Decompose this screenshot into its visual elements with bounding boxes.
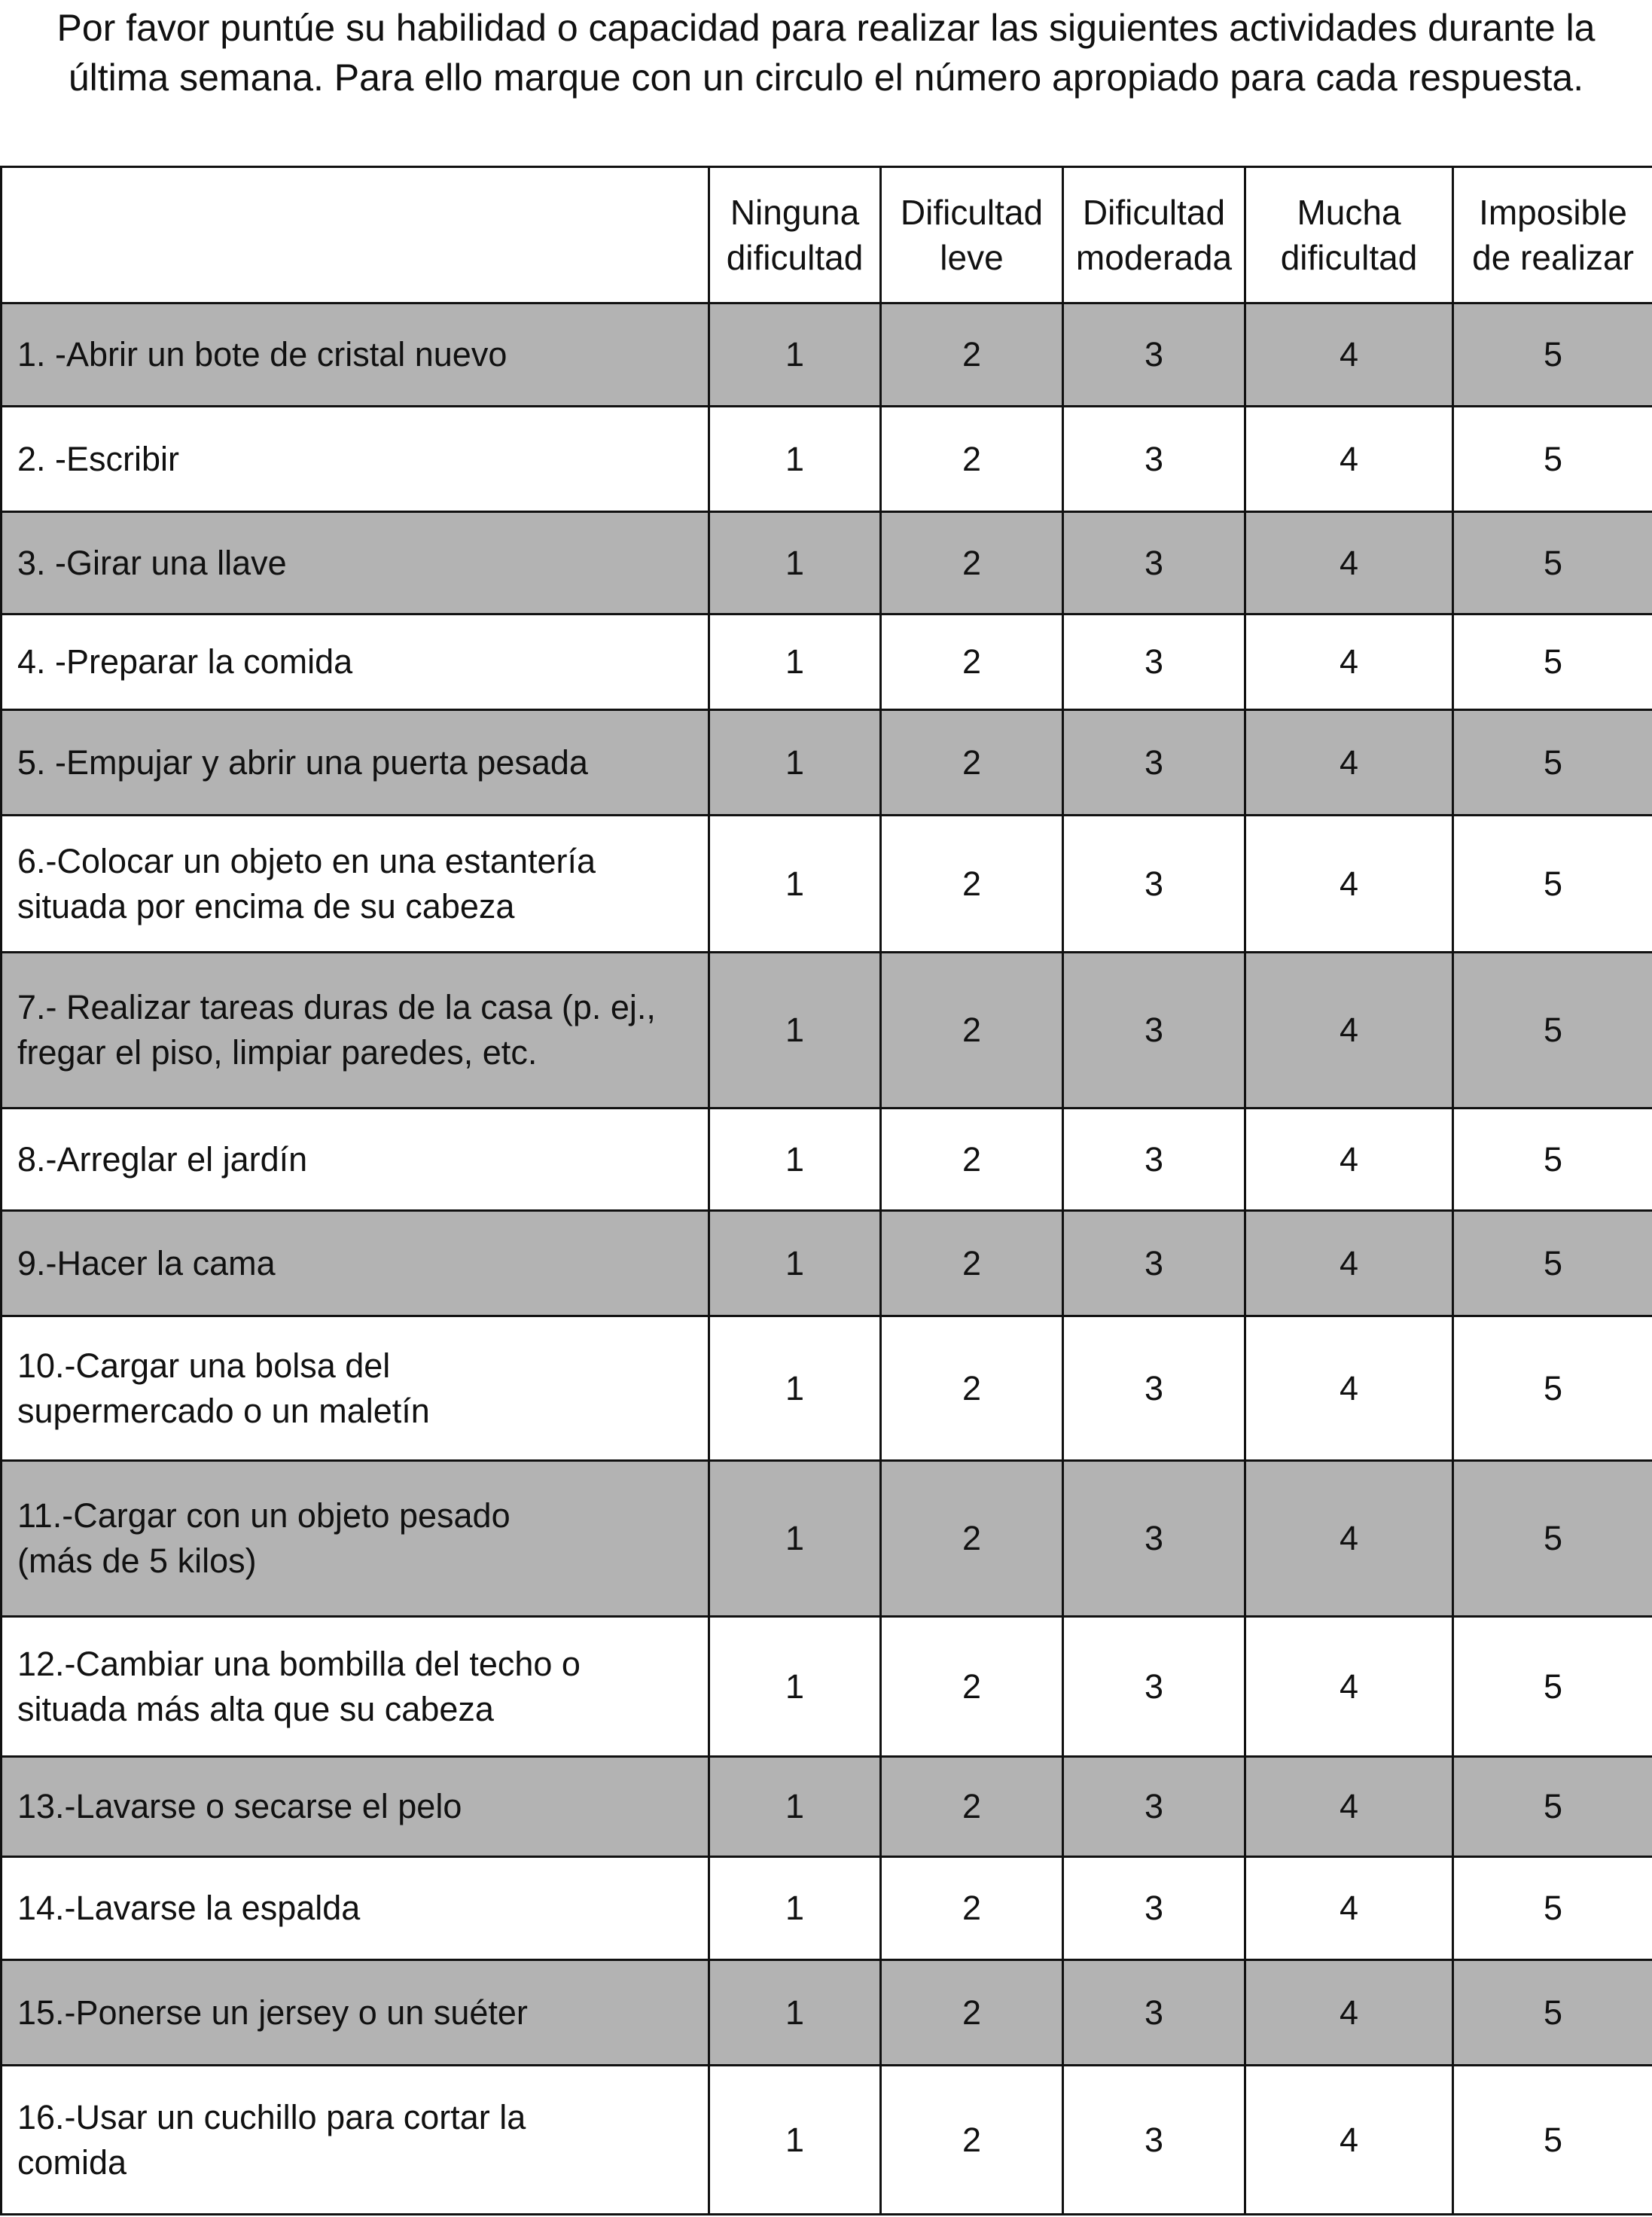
score-option-4[interactable]: 4 (1245, 1857, 1453, 1960)
table-row (2, 512, 1652, 614)
score-option-5[interactable]: 5 (1453, 1461, 1652, 1617)
column-header-dificultad-leve (881, 167, 1063, 303)
score-option-1[interactable]: 1 (709, 614, 881, 710)
score-option-3[interactable]: 3 (1063, 407, 1245, 512)
score-option-2[interactable]: 2 (881, 1960, 1063, 2066)
table-row (2, 407, 1652, 512)
score-option-2[interactable]: 2 (881, 303, 1063, 407)
score-option-4[interactable]: 4 (1245, 2066, 1453, 2215)
score-option-3[interactable]: 3 (1063, 303, 1245, 407)
score-option-2[interactable]: 2 (881, 710, 1063, 816)
score-option-3[interactable]: 3 (1063, 1316, 1245, 1461)
score-option-1[interactable]: 1 (709, 1857, 881, 1960)
activity-label (2, 303, 709, 407)
table-row (2, 710, 1652, 816)
instructions-text: Por favor puntúe su habilidad o capacidad para realizar las siguientes actividades durante la última semana. Para ello marque con un circulo el número apropiado para cada respuesta. (56, 7, 1596, 99)
activity-label (2, 1757, 709, 1857)
activity-rating-table (0, 166, 1652, 2215)
score-option-5[interactable]: 5 (1453, 303, 1652, 407)
activity-line: 4. -Preparar la comida (17, 642, 353, 681)
score-option-1[interactable]: 1 (709, 303, 881, 407)
score-option-1[interactable]: 1 (709, 2066, 881, 2215)
score-option-5[interactable]: 5 (1453, 1757, 1652, 1857)
activity-line: 8.-Arreglar el jardín (17, 1139, 308, 1179)
score-option-1[interactable]: 1 (709, 407, 881, 512)
score-option-1[interactable]: 1 (709, 1461, 881, 1617)
table-row (2, 816, 1652, 953)
activity-label (2, 1211, 709, 1316)
activity-line: situada por encima de su cabeza (17, 886, 515, 926)
score-option-2[interactable]: 2 (881, 1461, 1063, 1617)
column-header-line: Ninguna (730, 193, 860, 232)
column-header-line: de realizar (1472, 238, 1634, 277)
activity-line: 10.-Cargar una bolsa del (17, 1346, 391, 1385)
activity-line: 2. -Escribir (17, 439, 180, 478)
score-option-3[interactable]: 3 (1063, 512, 1245, 614)
score-option-4[interactable]: 4 (1245, 1211, 1453, 1316)
score-option-1[interactable]: 1 (709, 512, 881, 614)
activity-line: 14.-Lavarse la espalda (17, 1889, 361, 1927)
score-option-2[interactable]: 2 (881, 1316, 1063, 1461)
activity-line: 12.-Cambiar una bombilla del techo o (17, 1644, 581, 1683)
score-option-1[interactable]: 1 (709, 1108, 881, 1211)
score-option-2[interactable]: 2 (881, 614, 1063, 710)
score-option-3[interactable]: 3 (1063, 1617, 1245, 1757)
activity-label (2, 710, 709, 816)
column-header-ninguna-dificultad (709, 167, 881, 303)
score-option-1[interactable]: 1 (709, 953, 881, 1108)
score-option-2[interactable]: 2 (881, 407, 1063, 512)
activity-line: 7.- Realizar tareas duras de la casa (p. ej., (17, 988, 656, 1026)
score-option-1[interactable]: 1 (709, 1316, 881, 1461)
activity-line: 6.-Colocar un objeto en una estantería (17, 841, 596, 880)
score-option-5[interactable]: 5 (1453, 1960, 1652, 2066)
score-option-4[interactable]: 4 (1245, 1757, 1453, 1857)
score-option-2[interactable]: 2 (881, 1857, 1063, 1960)
score-option-4[interactable]: 4 (1245, 1316, 1453, 1461)
table-row (2, 953, 1652, 1108)
score-option-4[interactable]: 4 (1245, 710, 1453, 816)
activity-line: 3. -Girar una llave (17, 543, 287, 582)
activity-label (2, 407, 709, 512)
score-option-1[interactable]: 1 (709, 816, 881, 953)
score-option-5[interactable]: 5 (1453, 614, 1652, 710)
score-option-5[interactable]: 5 (1453, 953, 1652, 1108)
activity-line: 15.-Ponerse un jersey o un suéter (17, 1993, 528, 2032)
score-option-5[interactable]: 5 (1453, 512, 1652, 614)
score-option-3[interactable]: 3 (1063, 816, 1245, 953)
activity-line: 9.-Hacer la cama (17, 1243, 276, 1282)
score-option-4[interactable]: 4 (1245, 1617, 1453, 1757)
column-header-line: Dificultad (900, 193, 1044, 232)
table-row (2, 1108, 1652, 1211)
score-option-4[interactable]: 4 (1245, 816, 1453, 953)
activity-line: fregar el piso, limpiar paredes, etc. (17, 1033, 538, 1072)
table-row (2, 1857, 1652, 1960)
activity-label (2, 614, 709, 710)
score-option-5[interactable]: 5 (1453, 1617, 1652, 1757)
score-option-4[interactable]: 4 (1245, 303, 1453, 407)
table-row (2, 1211, 1652, 1316)
score-option-3[interactable]: 3 (1063, 1461, 1245, 1617)
score-option-1[interactable]: 1 (709, 710, 881, 816)
activity-label (2, 512, 709, 614)
column-header-line: moderada (1075, 238, 1233, 277)
activity-label (2, 2066, 709, 2215)
table-row (2, 1960, 1652, 2066)
score-option-5[interactable]: 5 (1453, 1316, 1652, 1461)
activity-label (2, 1857, 709, 1960)
score-option-5[interactable]: 5 (1453, 1211, 1652, 1316)
score-option-3[interactable]: 3 (1063, 614, 1245, 710)
table-row (2, 1316, 1652, 1461)
column-header-dificultad-moderada (1063, 167, 1245, 303)
score-option-4[interactable]: 4 (1245, 1108, 1453, 1211)
activity-label (2, 1617, 709, 1757)
score-option-4[interactable]: 4 (1245, 1960, 1453, 2066)
score-option-1[interactable]: 1 (709, 1211, 881, 1316)
column-header-imposible-de-realizar (1453, 167, 1652, 303)
score-option-4[interactable]: 4 (1245, 953, 1453, 1108)
column-header-line: Dificultad (1082, 193, 1226, 232)
activity-line: 5. -Empujar y abrir una puerta pesada (17, 743, 588, 782)
activity-line: comida (17, 2142, 127, 2182)
score-option-1[interactable]: 1 (709, 1757, 881, 1857)
score-option-3[interactable]: 3 (1063, 1960, 1245, 2066)
activity-label (2, 816, 709, 953)
score-option-3[interactable]: 3 (1063, 710, 1245, 816)
score-option-2[interactable]: 2 (881, 1617, 1063, 1757)
activity-line: 13.-Lavarse o secarse el pelo (17, 1787, 462, 1825)
score-option-3[interactable]: 3 (1063, 2066, 1245, 2215)
score-option-3[interactable]: 3 (1063, 1108, 1245, 1211)
score-option-2[interactable]: 2 (881, 512, 1063, 614)
score-option-3[interactable]: 3 (1063, 1857, 1245, 1960)
activity-label (2, 1461, 709, 1617)
activity-label (2, 1316, 709, 1461)
score-option-5[interactable]: 5 (1453, 1857, 1652, 1960)
activity-line: (más de 5 kilos) (17, 1542, 257, 1580)
table-row (2, 1757, 1652, 1857)
activity-line: 16.-Usar un cuchillo para cortar la (17, 2097, 526, 2136)
activity-label (2, 1108, 709, 1211)
score-option-2[interactable]: 2 (881, 816, 1063, 953)
table-row (2, 303, 1652, 407)
score-option-5[interactable]: 5 (1453, 407, 1652, 512)
score-option-2[interactable]: 2 (881, 1211, 1063, 1316)
score-option-5[interactable]: 5 (1453, 816, 1652, 953)
activity-label (2, 953, 709, 1108)
column-header-line: Mucha (1297, 193, 1401, 232)
column-header-line: dificultad (1280, 238, 1418, 277)
score-option-5[interactable]: 5 (1453, 2066, 1652, 2215)
score-option-5[interactable]: 5 (1453, 1108, 1652, 1211)
table-row (2, 614, 1652, 710)
score-option-3[interactable]: 3 (1063, 1211, 1245, 1316)
activity-line: supermercado o un maletín (17, 1391, 430, 1430)
table-header-row (2, 167, 1652, 303)
column-header-line: Imposible (1479, 193, 1627, 232)
score-option-4[interactable]: 4 (1245, 614, 1453, 710)
score-option-4[interactable]: 4 (1245, 407, 1453, 512)
table-row (2, 1617, 1652, 1757)
activity-line: 11.-Cargar con un objeto pesado (17, 1496, 511, 1535)
activity-label (2, 1960, 709, 2066)
table-row (2, 2066, 1652, 2215)
score-option-2[interactable]: 2 (881, 2066, 1063, 2215)
activity-line: situada más alta que su cabeza (17, 1689, 494, 1728)
column-header-line: leve (940, 238, 1004, 277)
score-option-2[interactable]: 2 (881, 1108, 1063, 1211)
score-option-4[interactable]: 4 (1245, 1461, 1453, 1617)
score-option-3[interactable]: 3 (1063, 953, 1245, 1108)
activity-line: 1. -Abrir un bote de cristal nuevo (17, 335, 507, 374)
score-option-4[interactable]: 4 (1245, 512, 1453, 614)
score-option-1[interactable]: 1 (709, 1617, 881, 1757)
activity-column-header (2, 167, 709, 303)
score-option-1[interactable]: 1 (709, 1960, 881, 2066)
column-header-line: dificultad (726, 238, 864, 277)
score-option-3[interactable]: 3 (1063, 1757, 1245, 1857)
table-row (2, 1461, 1652, 1617)
score-option-5[interactable]: 5 (1453, 710, 1652, 816)
score-option-2[interactable]: 2 (881, 1757, 1063, 1857)
column-header-mucha-dificultad (1245, 167, 1453, 303)
score-option-2[interactable]: 2 (881, 953, 1063, 1108)
